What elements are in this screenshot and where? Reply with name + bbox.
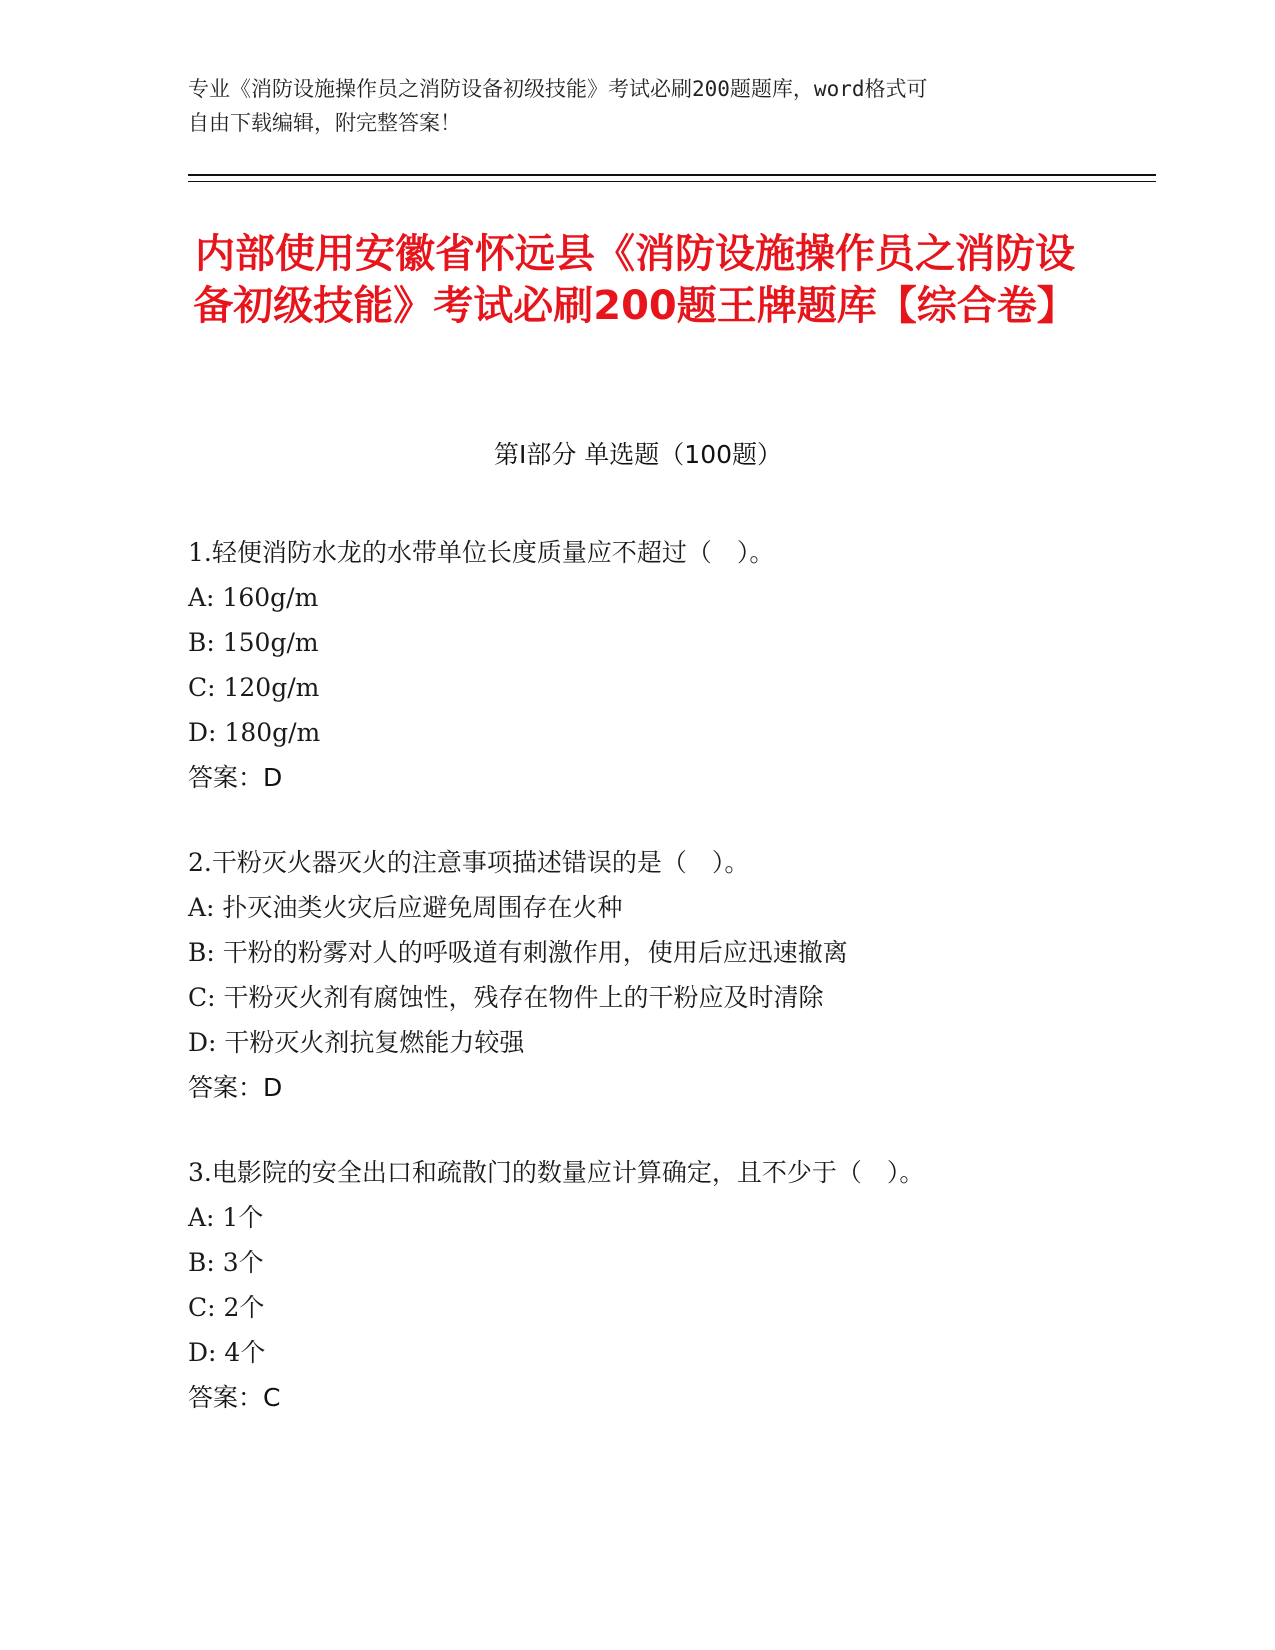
option-c: C: 2个 xyxy=(188,1293,265,1322)
option-c: C: 干粉灭火剂有腐蚀性，残存在物件上的干粉应及时清除 xyxy=(188,983,824,1012)
header-divider-thin xyxy=(188,181,1156,182)
question-stem: 2.干粉灭火器灭火的注意事项描述错误的是（ ）。 xyxy=(188,848,750,877)
option-b: B: 3个 xyxy=(188,1248,264,1277)
answer-line: 答案：D xyxy=(188,1073,283,1102)
section-heading: 第Ⅰ部分 单选题（100题） xyxy=(493,440,783,469)
header-divider-thick xyxy=(188,174,1156,176)
question-item xyxy=(188,1150,1148,1420)
option-b: B: 干粉的粉雾对人的呼吸道有刺激作用，使用后应迅速撤离 xyxy=(188,938,848,967)
option-a: A: 扑灭油类火灾后应避免周围存在火种 xyxy=(188,893,623,922)
option-a: A: 160g/m xyxy=(188,583,319,612)
question-item xyxy=(188,840,1148,1110)
question-stem: 3.电影院的安全出口和疏散门的数量应计算确定，且不少于（ ）。 xyxy=(188,1158,925,1187)
question-stem: 1.轻便消防水龙的水带单位长度质量应不超过（ ）。 xyxy=(188,538,775,567)
option-a: A: 1个 xyxy=(188,1203,264,1232)
option-d: D: 干粉灭火剂抗复燃能力较强 xyxy=(188,1028,525,1057)
document-title: 内部使用安徽省怀远县《消防设施操作员之消防设备初级技能》考试必刷200题王牌题库【综合卷】 xyxy=(193,231,1077,329)
question-item xyxy=(188,530,1148,800)
question-list xyxy=(188,530,1148,1460)
option-d: D: 180g/m xyxy=(188,718,321,747)
option-d: D: 4个 xyxy=(188,1338,266,1367)
answer-line: 答案：C xyxy=(188,1383,281,1412)
option-b: B: 150g/m xyxy=(188,628,319,657)
answer-line: 答案：D xyxy=(188,763,283,792)
option-c: C: 120g/m xyxy=(188,673,320,702)
header-note: 专业《消防设施操作员之消防设备初级技能》考试必刷200题题库，word格式可 自由下载编辑，附完整答案！ xyxy=(188,77,928,135)
